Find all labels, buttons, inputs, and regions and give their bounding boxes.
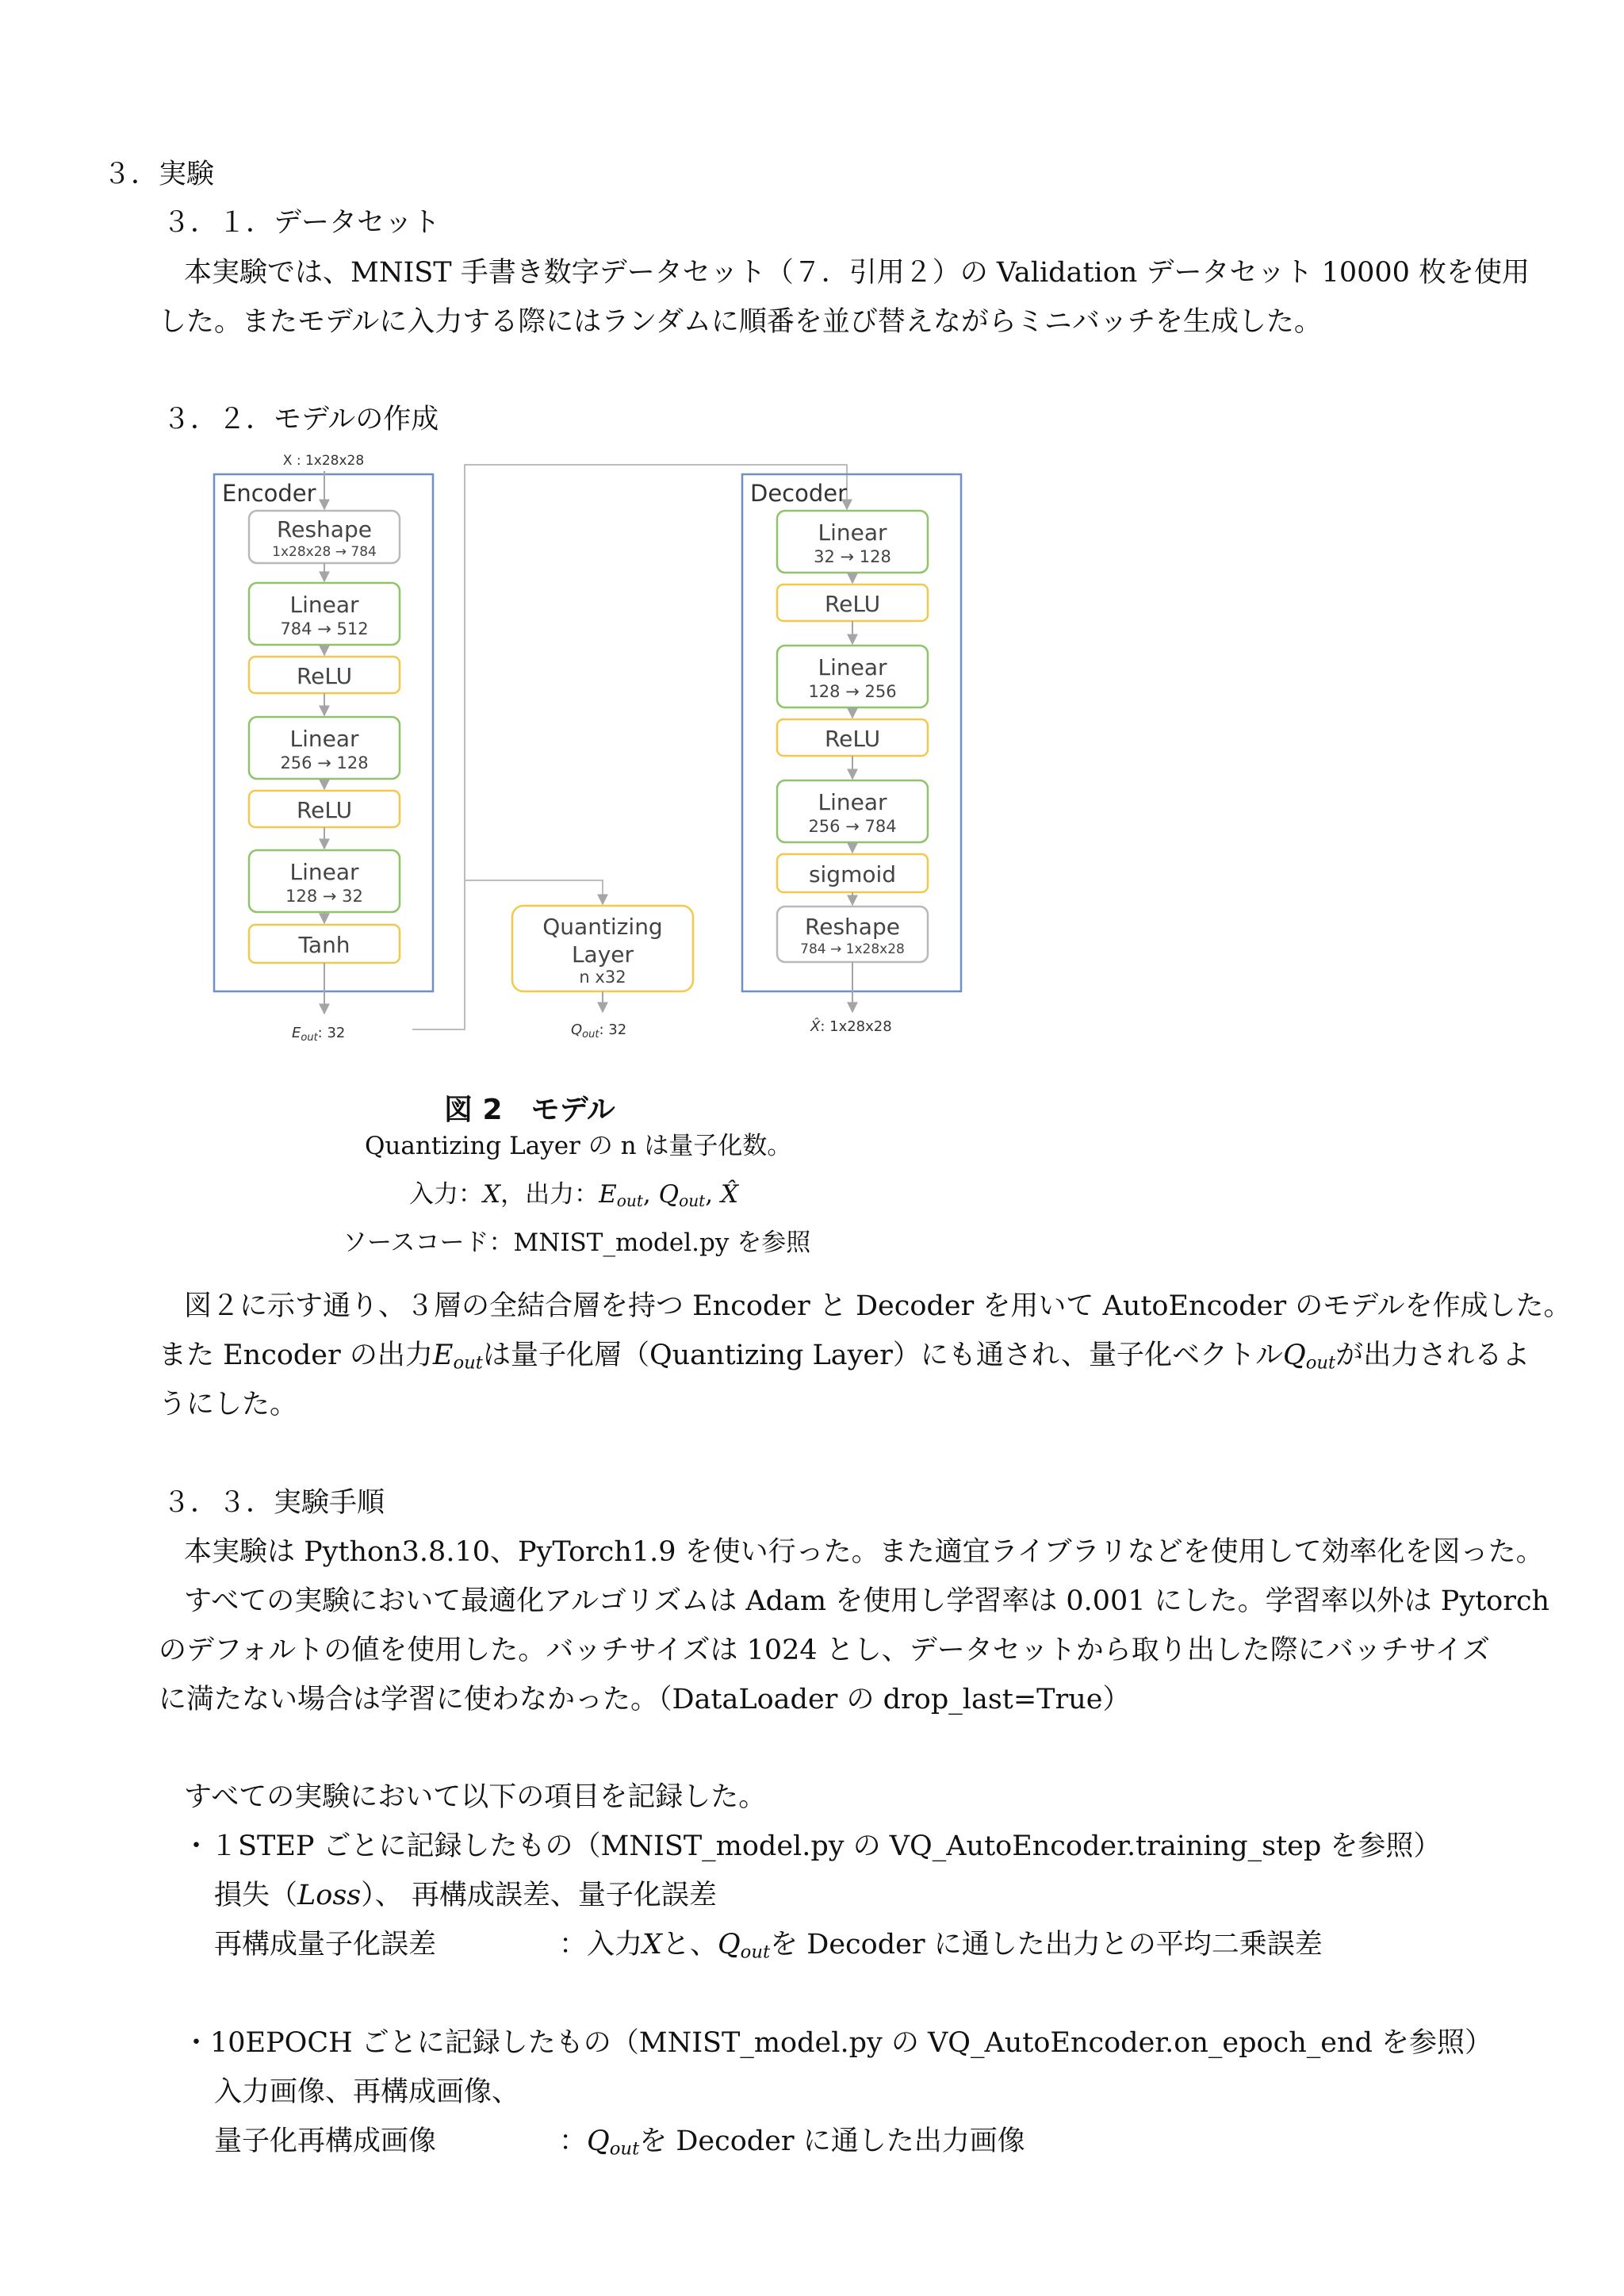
encoder-block xyxy=(249,925,400,963)
xhat-label: X̂: 1x28x28 xyxy=(810,1018,892,1035)
svg-text:Reshape: Reshape xyxy=(277,516,372,542)
decoder-title: Decoder xyxy=(750,480,848,507)
encoder-block xyxy=(249,511,400,563)
svg-text:Tanh: Tanh xyxy=(298,932,350,958)
svg-text:Linear: Linear xyxy=(818,519,887,546)
paragraph-line: すべての実験において以下の項目を記録した。 xyxy=(184,1781,767,1813)
figure-caption-title: 図 2 モデル xyxy=(444,1094,615,1126)
decoder-block xyxy=(777,854,928,892)
svg-text:Reshape: Reshape xyxy=(805,914,900,940)
paragraph-line: に満たない場合は学習に使わなかった。（DataLoader の drop_last=True） xyxy=(159,1684,1131,1715)
svg-text:n x32: n x32 xyxy=(579,968,626,987)
encoder-block xyxy=(249,791,400,827)
encoder-block xyxy=(249,583,400,645)
svg-text:256 → 784: 256 → 784 xyxy=(808,817,897,836)
list-item-label: 再構成量子化誤差 xyxy=(214,1929,437,1961)
svg-text:ReLU: ReLU xyxy=(296,797,353,823)
svg-text:ReLU: ReLU xyxy=(296,663,353,689)
encoder-block xyxy=(249,850,400,912)
figure-caption-line: 入力：X，出力：$E_{out}$, $Q_{out}$, X̂ xyxy=(409,1180,739,1211)
list-item: ・１STEP ごとに記録したもの（MNIST_model.py の VQ_AutoEncoder.training_step を参照） xyxy=(182,1830,1442,1862)
svg-text:784 → 1x28x28: 784 → 1x28x28 xyxy=(800,941,905,957)
paragraph-line: 本実験は Python3.8.10、PyTorch1.9 を使い行った。また適宜ライブラリなどを使用して効率化を図った。 xyxy=(184,1536,1544,1568)
decoder-block xyxy=(777,780,928,842)
eout-label: $E_{out}$: 32 xyxy=(292,1025,346,1044)
paragraph-line: 図２に示す通り、３層の全結合層を持つ Encoder と Decoder を用いて AutoEncoder のモデルを作成した。 xyxy=(184,1290,1572,1322)
paragraph-line: すべての実験において最適化アルゴリズムは Adam を使用し学習率は 0.001 にした。学習率以外は Pytorch xyxy=(184,1585,1550,1617)
svg-text:ReLU: ReLU xyxy=(824,591,881,617)
list-item-line: 損失（Loss）、 再構成誤差、量子化誤差 xyxy=(214,1880,717,1911)
svg-text:Linear: Linear xyxy=(818,654,887,680)
figure-caption-line: ソースコード：MNIST_model.py を参照 xyxy=(343,1228,811,1257)
list-item-value: ：$Q_{out}$を Decoder に通した出力画像 xyxy=(559,2125,1025,2160)
paragraph-line: また Encoder の出力$E_{out}$は量子化層（Quantizing Layer）にも通され、量子化ベクトル$Q_{out}$が出力されるよ xyxy=(159,1340,1530,1374)
paragraph-line: 本実験では、MNIST 手書き数字データセット（７．引用２）の Validation データセット 10000 枚を使用 xyxy=(184,257,1530,289)
decoder-block xyxy=(777,511,928,573)
paragraph-line: うにした。 xyxy=(159,1389,298,1420)
decoder-block xyxy=(777,907,928,962)
input-label: X : 1x28x28 xyxy=(282,453,365,469)
svg-text:784 → 512: 784 → 512 xyxy=(280,619,369,638)
list-item-value: ：入力Xと、$Q_{out}$を Decoder に通した出力との平均二乗誤差 xyxy=(559,1929,1323,1963)
svg-text:Quantizing: Quantizing xyxy=(542,914,663,940)
svg-text:256 → 128: 256 → 128 xyxy=(280,753,369,772)
eout-to-quantizer-line xyxy=(465,880,603,904)
model-diagram xyxy=(198,444,991,1047)
decoder-block xyxy=(777,585,928,621)
svg-text:32 → 128: 32 → 128 xyxy=(814,547,891,566)
svg-text:128 → 32: 128 → 32 xyxy=(285,887,363,906)
encoder-block xyxy=(249,657,400,693)
quantizing-layer-block xyxy=(512,906,693,991)
svg-text:ReLU: ReLU xyxy=(824,726,881,752)
section-title: ３．実験 xyxy=(103,159,215,190)
list-item-line: 入力画像、再構成画像、 xyxy=(214,2076,520,2108)
list-item: ・10EPOCH ごとに記録したもの（MNIST_model.py の VQ_AutoEncoder.on_epoch_end を参照） xyxy=(182,2027,1493,2059)
decoder-block xyxy=(777,646,928,707)
svg-text:Layer: Layer xyxy=(571,941,634,968)
subsection-title: ３．３．実験手順 xyxy=(163,1487,385,1519)
encoder-block xyxy=(249,717,400,779)
figure-caption-line: Quantizing Layer の n は量子化数。 xyxy=(365,1132,792,1160)
encoder-title: Encoder xyxy=(222,480,316,507)
svg-text:sigmoid: sigmoid xyxy=(808,861,897,887)
svg-text:1x28x28 → 784: 1x28x28 → 784 xyxy=(272,544,377,560)
subsection-title: ３．２．モデルの作成 xyxy=(163,404,439,435)
decoder-block xyxy=(777,719,928,756)
paragraph-line: した。またモデルに入力する際にはランダムに順番を並び替えながらミニバッチを生成した。 xyxy=(159,306,1322,338)
paragraph-line: のデフォルトの値を使用した。バッチサイズは 1024 とし、データセットから取り出した際にバッチサイズ xyxy=(159,1635,1490,1666)
svg-text:Linear: Linear xyxy=(289,859,359,885)
list-item-label: 量子化再構成画像 xyxy=(214,2125,437,2157)
qout-label: $Q_{out}$: 32 xyxy=(571,1022,627,1041)
svg-text:128 → 256: 128 → 256 xyxy=(808,682,897,701)
svg-text:Linear: Linear xyxy=(289,592,359,618)
subsection-title: ３．１．データセット xyxy=(163,207,441,239)
svg-text:Linear: Linear xyxy=(289,726,359,752)
svg-text:Linear: Linear xyxy=(818,789,887,815)
